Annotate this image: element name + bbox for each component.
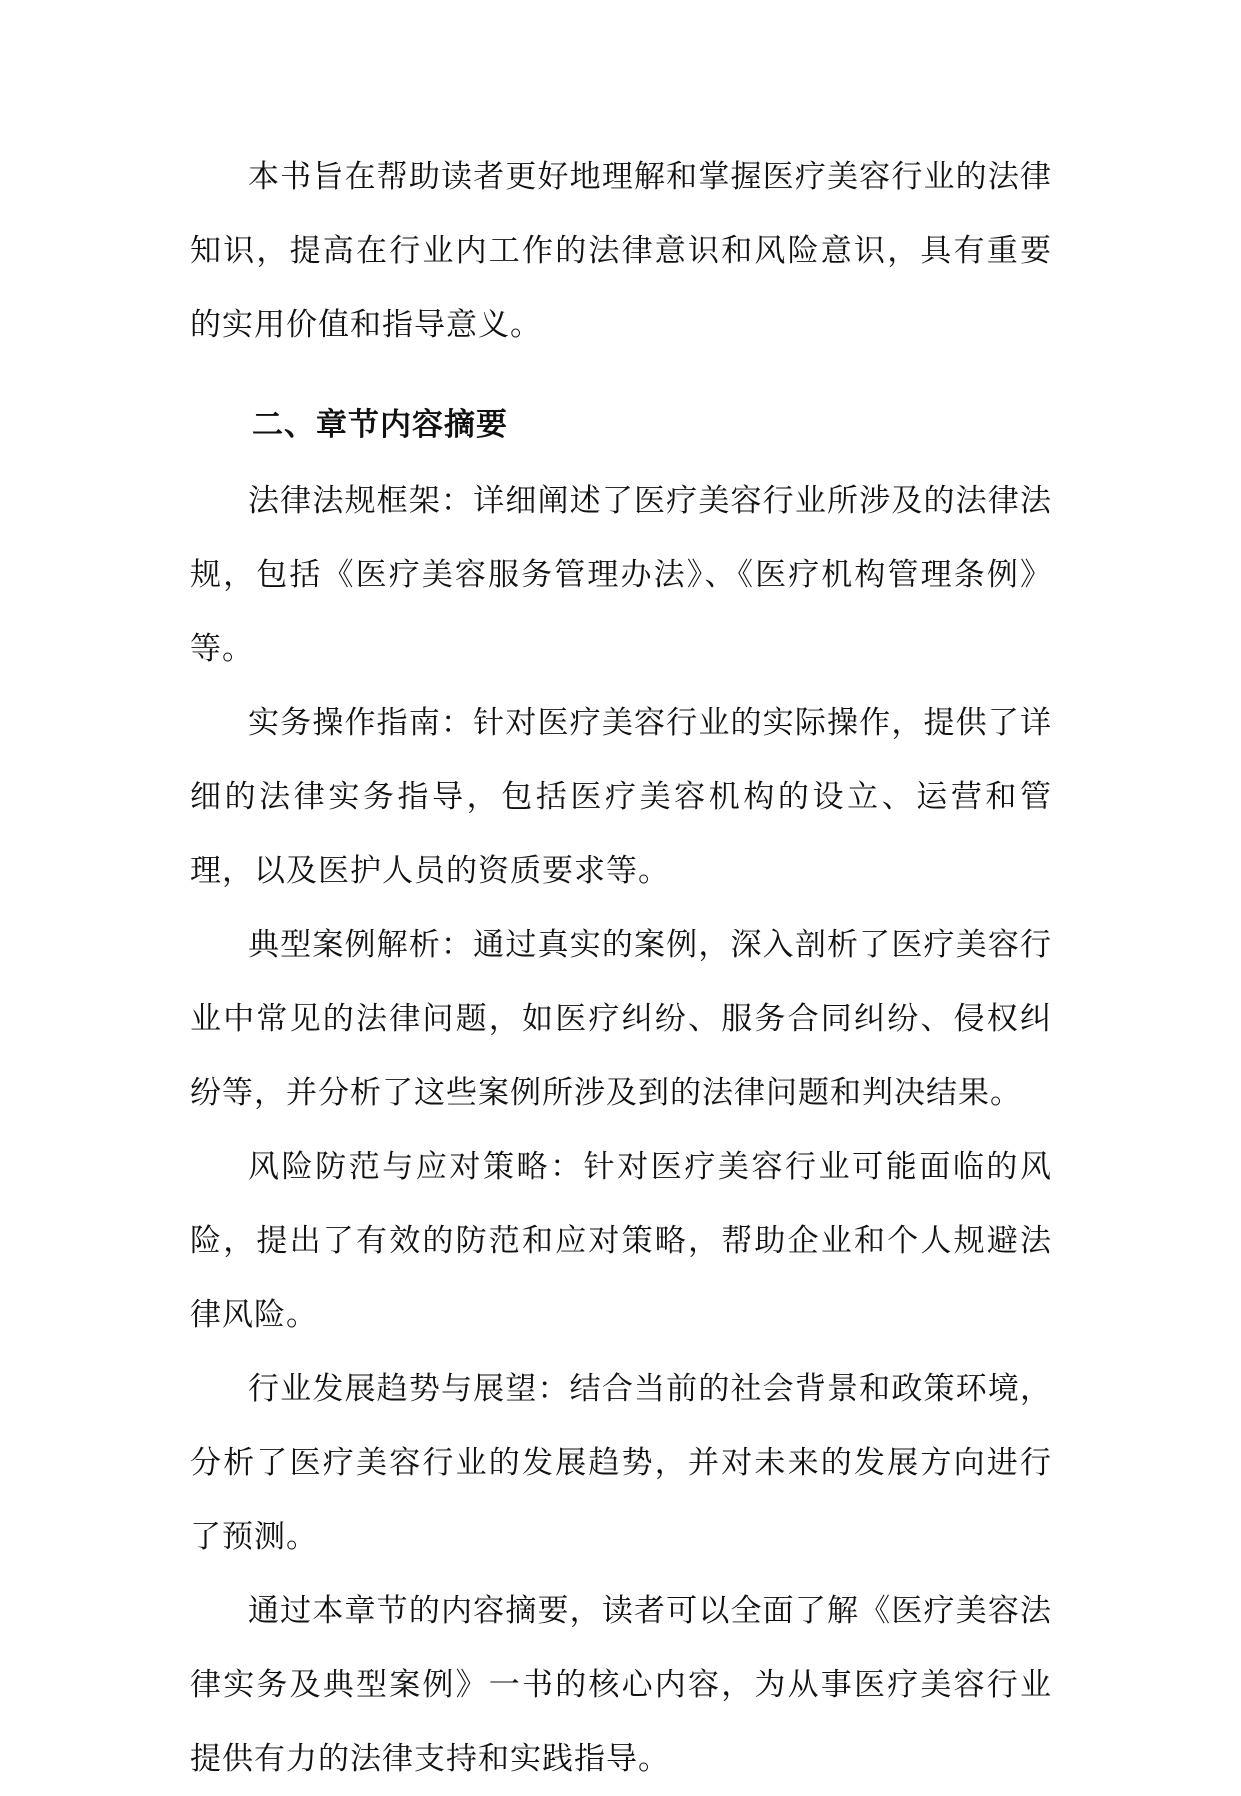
paragraph-case-analysis: 典型案例解析：通过真实的案例，深入剖析了医疗美容行业中常见的法律问题，如医疗纠纷、服务合同纠纷、侵权纠纷等，并分析了这些案例所涉及到的法律问题和判决结果。 — [190, 927, 1052, 1111]
paragraph-practice-guide: 实务操作指南：针对医疗美容行业的实际操作，提供了详细的法律实务指导，包括医疗美容机构的设立、运营和管理，以及医护人员的资质要求等。 — [190, 705, 1052, 889]
paragraph-legal-framework: 法律法规框架：详细阐述了医疗美容行业所涉及的法律法规，包括《医疗美容服务管理办法》、《医疗机构管理条例》等。 — [190, 483, 1052, 667]
spacer — [190, 362, 1052, 388]
paragraph-summary: 通过本章节的内容摘要，读者可以全面了解《医疗美容法律实务及典型案例》一书的核心内容，为从事医疗美容行业提供有力的法律支持和实践指导。 — [190, 1593, 1052, 1777]
paragraph-industry-trends: 行业发展趋势与展望：结合当前的社会背景和政策环境，分析了医疗美容行业的发展趋势，并对未来的发展方向进行了预测。 — [190, 1371, 1052, 1555]
document-page — [190, 140, 1052, 1796]
paragraph-risk-prevention: 风险防范与应对策略：针对医疗美容行业可能面临的风险，提出了有效的防范和应对策略，帮助企业和个人规避法律风险。 — [190, 1149, 1052, 1333]
section-heading: 二、章节内容摘要 — [252, 407, 508, 443]
intro-paragraph: 本书旨在帮助读者更好地理解和掌握医疗美容行业的法律知识，提高在行业内工作的法律意识和风险意识，具有重要的实用价值和指导意义。 — [190, 159, 1052, 343]
